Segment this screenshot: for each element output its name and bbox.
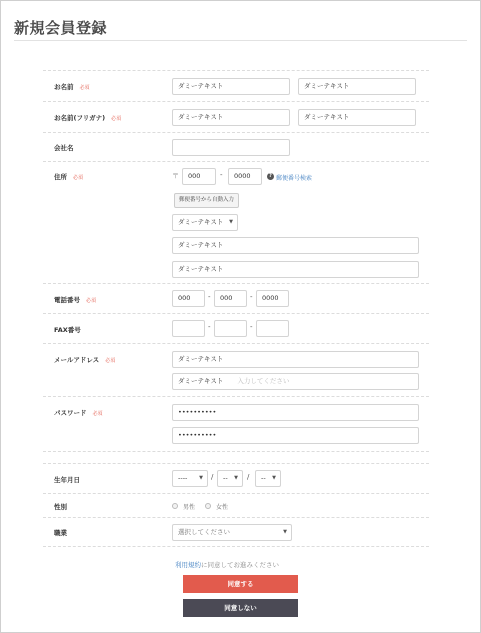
date-slash-1: / — [211, 473, 214, 481]
page-title: 新規会員登録 — [14, 19, 108, 37]
terms-link[interactable]: 利用規約 — [175, 561, 201, 569]
row-email — [43, 343, 429, 396]
required-tag: 必須 — [111, 116, 122, 122]
label-password: パスワード 必須 — [54, 409, 103, 417]
required-tag: 必須 — [73, 175, 84, 181]
chevron-down-icon: ▼ — [199, 475, 203, 481]
row-company — [43, 132, 429, 161]
question-circle-icon: ? — [267, 173, 274, 180]
chevron-down-icon: ▼ — [229, 219, 233, 225]
agree-button[interactable]: 同意する — [183, 575, 298, 593]
prefecture-select[interactable]: ダミーテキスト ▼ — [172, 214, 238, 231]
row-name — [43, 70, 429, 101]
section-divider — [43, 451, 429, 463]
address1-input[interactable]: ダミーテキスト — [172, 237, 419, 254]
email-input[interactable]: ダミーテキスト — [172, 351, 419, 368]
occupation-select[interactable]: 選択してください ▼ — [172, 524, 292, 541]
title-divider — [14, 40, 467, 41]
phone-dash-1: - — [208, 293, 211, 301]
required-tag: 必須 — [92, 411, 103, 417]
label-name: お名前 必須 — [54, 83, 90, 91]
name-first-input[interactable]: ダミーテキスト — [298, 78, 416, 95]
row-occupation — [43, 517, 429, 546]
address2-input[interactable]: ダミーテキスト — [172, 261, 419, 278]
gender-female-label[interactable]: 女性 — [216, 504, 229, 511]
gender-male-radio[interactable] — [172, 503, 178, 509]
kana-last-input[interactable]: ダミーテキスト — [172, 109, 290, 126]
chevron-down-icon: ▼ — [272, 475, 276, 481]
fax1-input[interactable] — [172, 320, 205, 337]
kana-first-input[interactable]: ダミーテキスト — [298, 109, 416, 126]
zip-autofill-button[interactable]: 郵便番号から自動入力 — [174, 193, 239, 208]
password-confirm-input[interactable]: •••••••••• — [172, 427, 419, 444]
date-slash-2: / — [247, 473, 250, 481]
birth-day-select[interactable]: -- ▼ — [255, 470, 281, 487]
birth-year-select[interactable]: ---- ▼ — [172, 470, 208, 487]
zip-lookup-link[interactable]: 郵便番号検索 — [276, 175, 313, 182]
label-address: 住所 必須 — [54, 173, 84, 181]
row-name-kana — [43, 101, 429, 132]
label-birthdate: 生年月日 — [54, 476, 80, 484]
row-fax — [43, 313, 429, 343]
label-company: 会社名 — [54, 144, 74, 152]
required-tag: 必須 — [105, 358, 116, 364]
label-gender: 性別 — [54, 503, 67, 511]
required-tag: 必須 — [79, 85, 90, 91]
fax-dash-1: - — [208, 323, 211, 331]
row-address — [43, 161, 429, 283]
chevron-down-icon: ▼ — [234, 475, 238, 481]
email-confirm-placeholder: 入力してください — [237, 377, 290, 385]
zip1-input[interactable]: 000 — [182, 168, 216, 185]
form-bottom-divider — [43, 546, 429, 547]
phone1-input[interactable]: 000 — [172, 290, 205, 307]
label-phone: 電話番号 必須 — [54, 296, 97, 304]
label-name-kana: お名前(フリガナ) 必須 — [54, 114, 122, 122]
name-last-input[interactable]: ダミーテキスト — [172, 78, 290, 95]
phone-dash-2: - — [250, 293, 253, 301]
fax2-input[interactable] — [214, 320, 247, 337]
chevron-down-icon: ▼ — [283, 529, 287, 535]
row-password — [43, 396, 429, 451]
label-occupation: 職業 — [54, 529, 67, 537]
row-phone — [43, 283, 429, 313]
row-birthdate — [43, 463, 429, 493]
gender-female-radio[interactable] — [205, 503, 211, 509]
zip-dash: - — [220, 171, 223, 179]
email-confirm-input[interactable]: ダミーテキスト 入力してください — [172, 373, 419, 390]
zip2-input[interactable]: 0000 — [228, 168, 262, 185]
phone2-input[interactable]: 000 — [214, 290, 247, 307]
decline-button[interactable]: 同意しない — [183, 599, 298, 617]
required-tag: 必須 — [86, 298, 97, 304]
phone3-input[interactable]: 0000 — [256, 290, 289, 307]
terms-notice: 利用規約に同意してお進みください — [175, 561, 279, 569]
label-fax: FAX番号 — [54, 326, 81, 334]
fax-dash-2: - — [250, 323, 253, 331]
row-gender — [43, 493, 429, 517]
postal-mark-icon: 〒 — [172, 172, 179, 180]
password-input[interactable]: •••••••••• — [172, 404, 419, 421]
fax3-input[interactable] — [256, 320, 289, 337]
company-input[interactable] — [172, 139, 290, 156]
birth-month-select[interactable]: -- ▼ — [217, 470, 243, 487]
gender-male-label[interactable]: 男性 — [183, 504, 196, 511]
label-email: メールアドレス 必須 — [54, 356, 116, 364]
